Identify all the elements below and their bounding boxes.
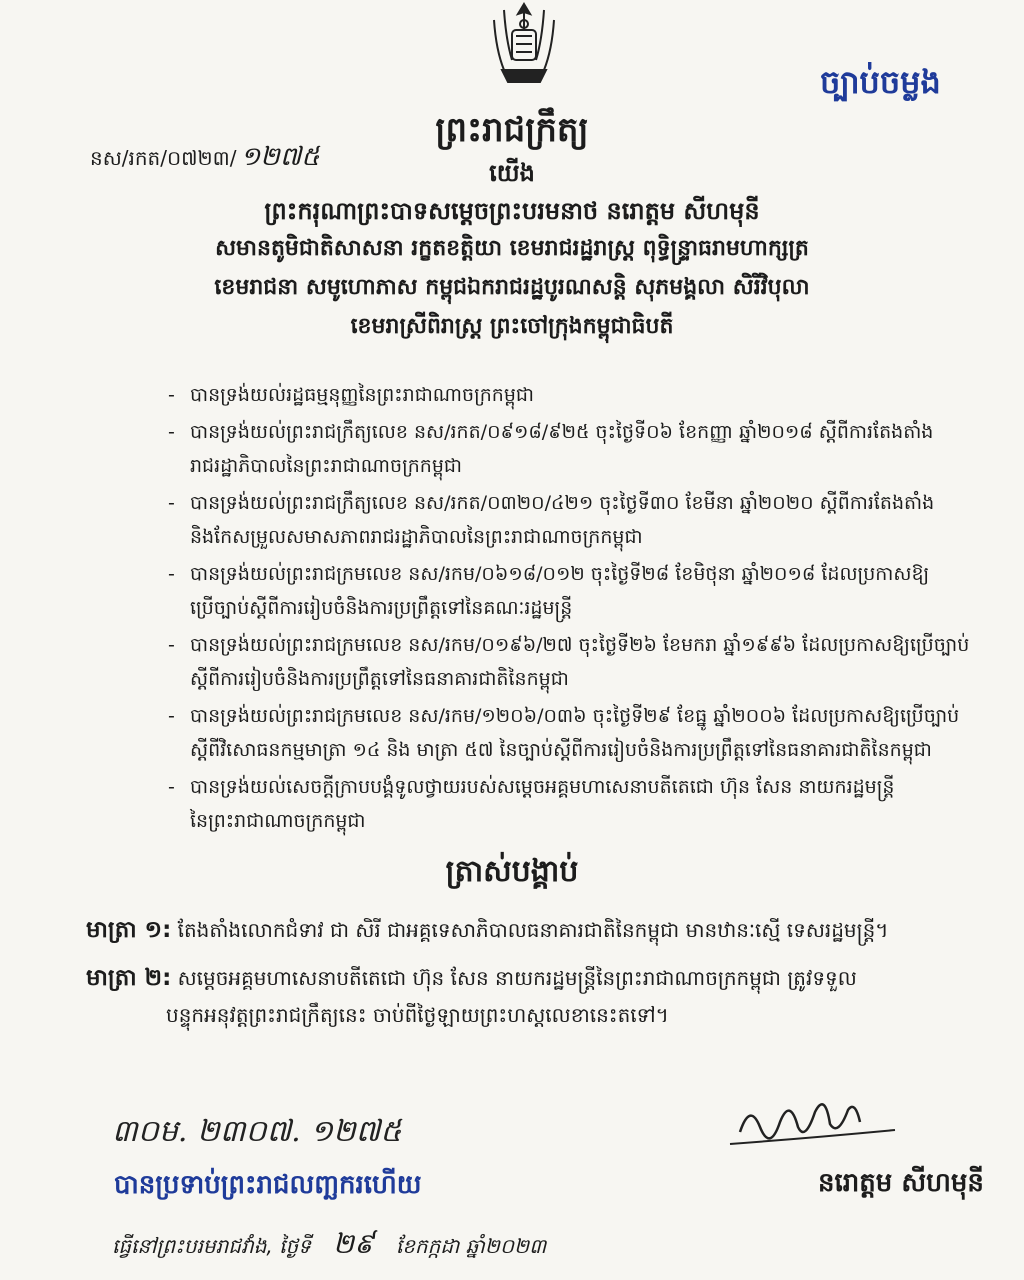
article-text: សម្តេចអគ្គមហាសេនាបតីតេជោ ហ៊ុន សែន នាយករដ្ឋមន្ត្រីនៃព្រះរាជាណាចក្រកម្ពុជា ត្រូវទទួល [177, 966, 857, 990]
list-item: - បានទ្រង់យល់សេចក្តីក្រាបបង្គំទូលថ្វាយរបស់សម្តេចអគ្គមហាសេនាបតីតេជោ ហ៊ុន សែន នាយករដ្ឋមន្ត្រី នៃព្រះរាជាណាចក្រកម្ពុជា [168, 776, 895, 832]
decrees-heading: ត្រាស់បង្គាប់ [445, 854, 579, 889]
king-title-line-2: សមានតូមិជាតិសាសនា រក្ខតខត្តិយា ខេមរាជរដ្ឋរាស្ត្រ ពុទ្ធិន្ទ្រាធរាមហាក្សត្រ [215, 236, 809, 261]
royal-coat-of-arms-icon [474, 0, 574, 90]
royal-signature [720, 1082, 900, 1162]
list-item: - បានទ្រង់យល់ព្រះរាជក្រមលេខ នស/រកម/០១៩៦/២៧ ចុះថ្ងៃទី២៦ ខែមករា ឆ្នាំ១៩៩៦ ដែលប្រកាសឱ្យប្រើច្បាប់ ស្តីពីការរៀបចំនិងការប្រព្រឹត្តទៅនៃធនាគារជាតិនៃកម្ពុជា [168, 634, 970, 690]
list-item: - បានទ្រង់យល់ព្រះរាជក្រមលេខ នស/រកម/០៦១៨/០១២ ចុះថ្ងៃទី២៨ ខែមិថុនា ឆ្នាំ២០១៨ ដែលប្រកាសឱ្យ ប្រើច្បាប់ស្តីពីការរៀបចំនិងការប្រព្រឹត្តទៅនៃគណៈរដ្ឋមន្ត្រី [168, 563, 930, 619]
list-item: - បានទ្រង់យល់ព្រះរាជក្រមលេខ នស/រកម/១២០៦/០៣៦ ចុះថ្ងៃទី២៩ ខែធ្នូ ឆ្នាំ២០០៦ ដែលប្រកាសឱ្យប្រើច្បាប់ ស្តីពីវិសោធនកម្មមាត្រា ១៤ និង មាត្រា ៥៧ នៃច្បាប់ស្តីពីការរៀបចំនិងការប្រព្រឹត្តទៅនៃធនាគារជាតិនៃកម្ពុជា [168, 705, 960, 761]
king-title-line-1: ព្រះករុណាព្រះបាទសម្តេចព្រះបរមនាថ នរោត្តម សីហមុនី [264, 197, 760, 225]
king-title-line-3: ខេមរាជនា សមូហោភាស កម្ពុជឯករាជរដ្ឋបូរណសន្តិ សុភមង្គលា សិរីវិបុលា [214, 275, 810, 300]
article-2 [86, 960, 986, 1034]
handwritten-date: ៣០ម. ២៣០៧. ១២៧៥ [112, 1114, 402, 1149]
copy-stamp: ច្បាប់ចម្លង [820, 63, 941, 101]
reference-handwritten: ១២៧៥ [240, 142, 320, 172]
place-and-date: ធ្វើនៅព្រះបរមរាជវាំង, ថ្ងៃទី ២៩ ខែកក្កដា ឆ្នាំ២០២៣ [112, 1227, 547, 1260]
king-name: នរោត្តម សីហមុនី [818, 1168, 984, 1198]
article-1 [86, 912, 986, 949]
article-text-continued: បន្ទុកអនុវត្តព្រះរាជក្រឹត្យនេះ ចាប់ពីថ្ងៃឡាយព្រះហស្តលេខានេះតទៅ។ [166, 1003, 669, 1027]
reference-number: នស/រកត/០៧២៣/ [90, 146, 237, 170]
handwritten-day: ២៩ [332, 1227, 374, 1260]
we-heading: យើង [489, 159, 535, 187]
considerations-list [168, 378, 988, 841]
article-heading: មាត្រា ២: [86, 965, 172, 991]
article-heading: មាត្រា ១: [86, 917, 172, 943]
king-title-line-4: ខេមរាស្រីពិរាស្ត្រ ព្រះចៅក្រុងកម្ពុជាធិបតី [350, 314, 674, 339]
article-text: តែងតាំងលោកជំទាវ ជា សិរី ជាអគ្គទេសាភិបាលធនាគារជាតិនៃកម្ពុជា មានឋានៈស្មើ ទេសរដ្ឋមន្ត្រី។ [177, 918, 889, 942]
royal-seal-note: បានប្រទាប់ព្រះរាជលញ្ឆករហើយ [114, 1170, 422, 1200]
list-item: - បានទ្រង់យល់ព្រះរាជក្រឹត្យលេខ នស/រកត/០៣២០/៤២១ ចុះថ្ងៃទី៣០ ខែមីនា ឆ្នាំ២០២០ ស្តីពីការតែងតាំង និងកែសម្រួលសមាសភាពរាជរដ្ឋាភិបាលនៃព្រះរាជាណាចក្រកម្ពុជា [168, 492, 935, 548]
list-item: - បានទ្រង់យល់ព្រះរាជក្រឹត្យលេខ នស/រកត/០៩១៨/៩២៥ ចុះថ្ងៃទី០៦ ខែកញ្ញា ឆ្នាំ២០១៨ ស្តីពីការតែងតាំង រាជរដ្ឋាភិបាលនៃព្រះរាជាណាចក្រកម្ពុជា [168, 421, 934, 477]
document-title: ព្រះរាជក្រឹត្យ [435, 110, 589, 150]
list-item: - បានទ្រង់យល់រដ្ឋធម្មនុញ្ញនៃព្រះរាជាណាចក្រកម្ពុជា [168, 384, 535, 406]
